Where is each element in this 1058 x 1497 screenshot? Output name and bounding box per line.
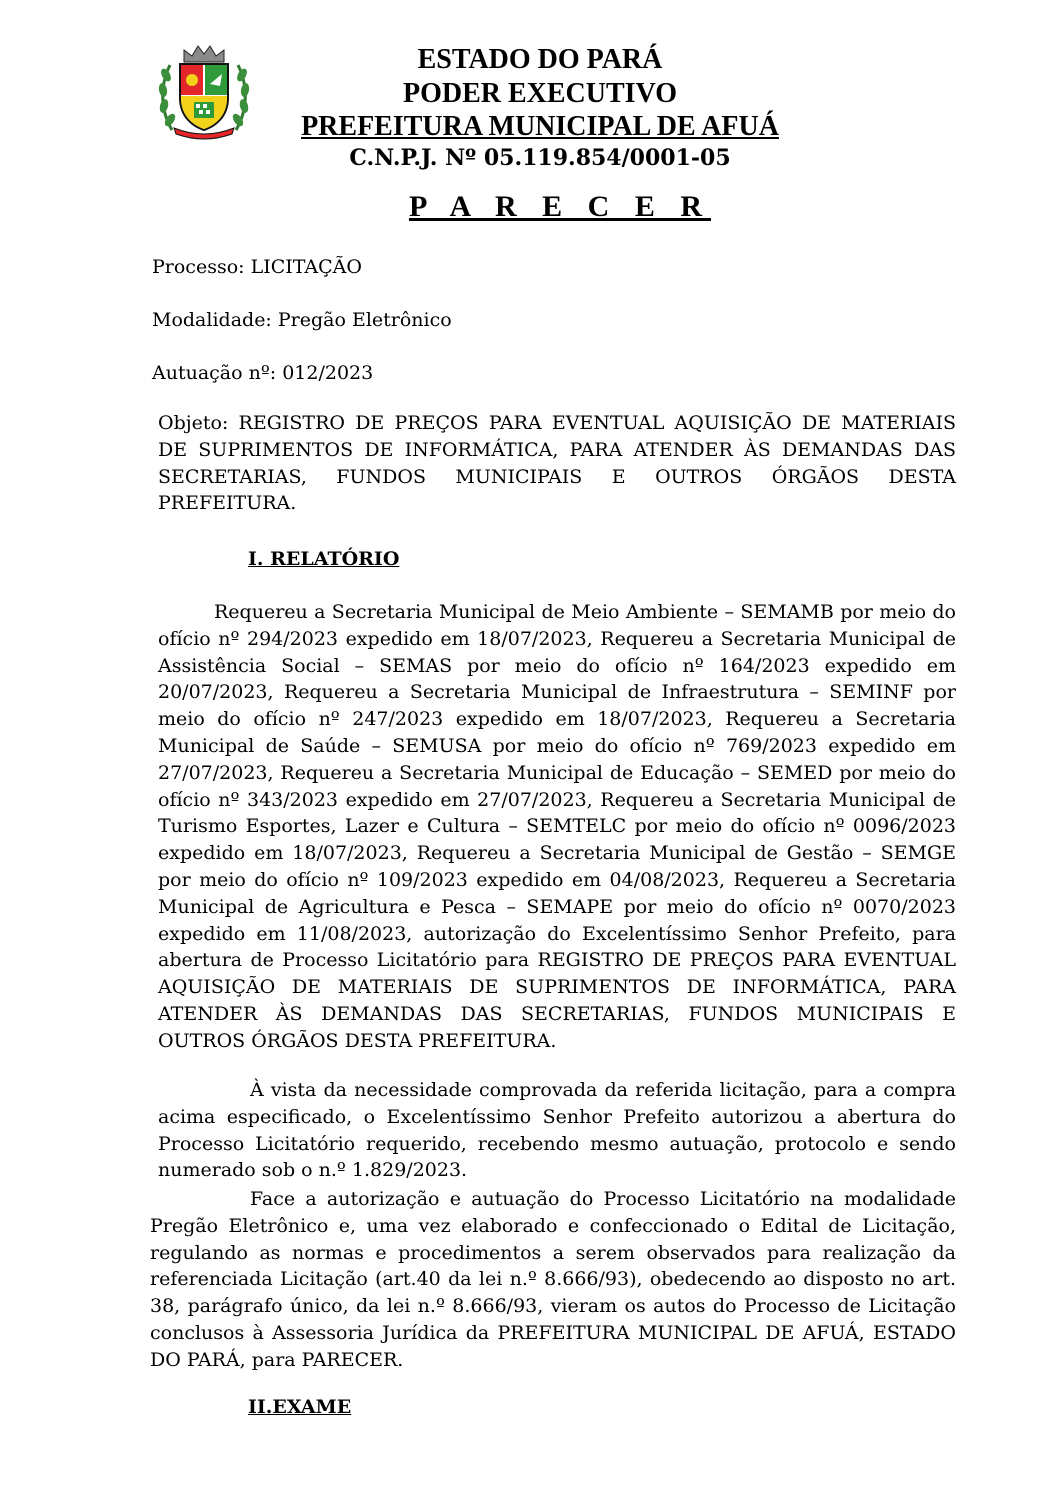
header-municipality: PREFEITURA MUNICIPAL DE AFUÁ: [301, 111, 779, 142]
objeto-paragraph: Objeto: REGISTRO DE PREÇOS PARA EVENTUAL AQUISIÇÃO DE MATERIAIS DE SUPRIMENTOS DE INFORMÁTICA, PARA ATENDER ÀS DEMANDAS DAS SECRETARIAS, FUNDOS MUNICIPAIS E OUTROS ÓRGÃOS DESTA PREFEITURA.: [158, 412, 956, 515]
relatorio-paragraph-2: À vista da necessidade comprovada da referida licitação, para a compra acima especificado, o Excelentíssimo Senhor Prefeito autorizou a abertura do Processo Licitatório requerido, recebendo mesmo autuação, protocolo e sendo numerado sob o n.º 1.829/2023.: [158, 1079, 956, 1182]
header-cnpj: C.N.P.J. Nº 05.119.854/0001-05: [349, 145, 731, 171]
document-title: P A R E C E R: [408, 190, 712, 223]
section-relatorio: I. RELATÓRIO: [248, 548, 400, 570]
header-executive: PODER EXECUTIVO: [402, 78, 678, 109]
field-modalidade: Modalidade: Pregão Eletrônico: [152, 309, 452, 331]
header-state: ESTADO DO PARÁ: [417, 44, 663, 75]
field-autuacao: Autuação nº: 012/2023: [152, 362, 374, 384]
field-processo: Processo: LICITAÇÃO: [152, 256, 362, 278]
relatorio-paragraph-1: Requereu a Secretaria Municipal de Meio Ambiente – SEMAMB por meio do ofício nº 294/2023 expedido em 18/07/2023, Requereu a Secretaria Municipal de Assistência Social – SEMAS por meio do ofício nº 164/2023 expedido em 20/07/2023, Requereu a Secretaria Municipal de Infraestrutura – SEMINF por meio do ofício nº 247/2023 expedido em 18/07/2023, Requereu a Secretaria Municipal de Saúde – SEMUSA por meio do ofício nº 769/2023 expedido em 27/07/2023, Requereu a Secretaria Municipal de Educação – SEMED por meio do ofício nº 343/2023 expedido em 27/07/2023, Requereu a Secretaria Municipal de Turismo Esportes, Lazer e Cultura – SEMTELC por meio do ofício nº 0096/2023 expedido em 18/07/2023, Requereu a Secretaria Municipal de Gestão – SEMGE por meio do ofício nº 109/2023 expedido em 04/08/2023, Requereu a Secretaria Municipal de Agricultura e Pesca – SEMAPE por meio do ofício nº 0070/2023 expedido em 11/08/2023, autorização do Excelentíssimo Senhor Prefeito, para abertura de Processo Licitatório para REGISTRO DE PREÇOS PARA EVENTUAL AQUISIÇÃO DE MATERIAIS DE SUPRIMENTOS DE INFORMÁTICA, PARA ATENDER ÀS DEMANDAS DAS SECRETARIAS, FUNDOS MUNICIPAIS E OUTROS ÓRGÃOS DESTA PREFEITURA.: [158, 601, 956, 1052]
section-exame: II.EXAME: [248, 1396, 352, 1418]
relatorio-paragraph-3: Face a autorização e autuação do Processo Licitatório na modalidade Pregão Eletrônico e, uma vez elaborado e confeccionado o Edital de Licitação, regulando as normas e procedimentos a serem observados para realização da referenciada Licitação (art.40 da lei n.º 8.666/93), obedecendo ao disposto no art. 38, parágrafo único, da lei n.º 8.666/93, vieram os autos do Processo de Licitação conclusos à Assessoria Jurídica da PREFEITURA MUNICIPAL DE AFUÁ, ESTADO DO PARÁ, para PARECER.: [150, 1188, 956, 1371]
